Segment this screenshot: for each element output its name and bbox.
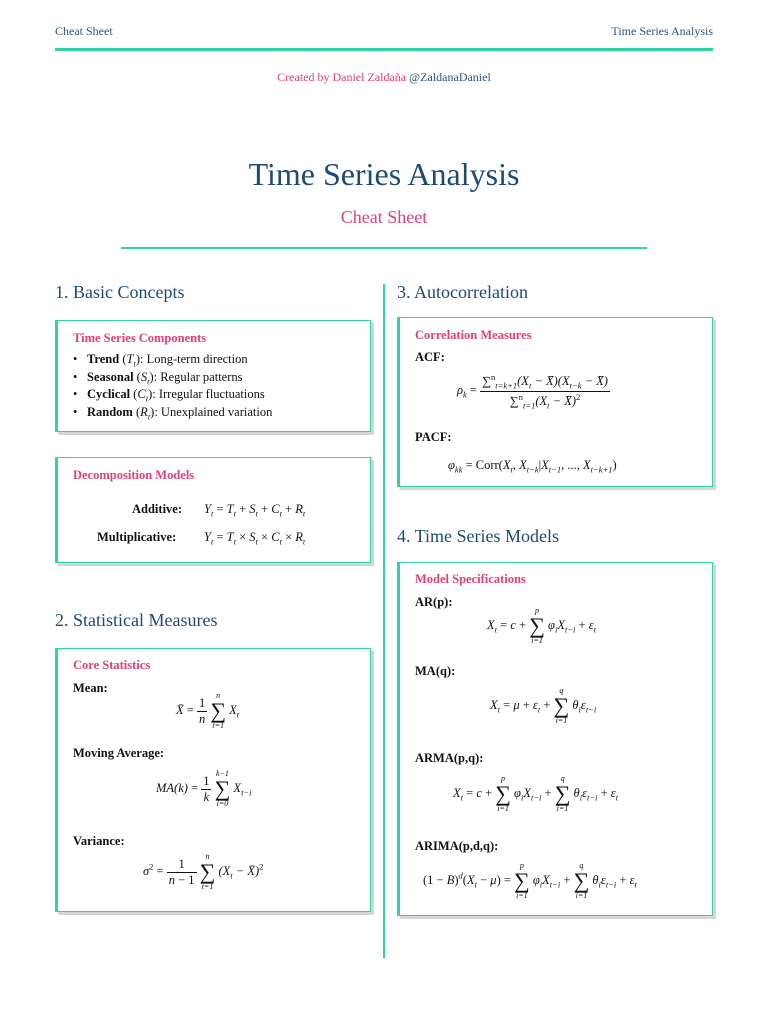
additive-label: Additive:: [132, 502, 182, 516]
correlation-title: Correlation Measures: [415, 328, 532, 342]
acf-label: ACF:: [415, 350, 445, 364]
mean-label: Mean:: [73, 681, 108, 695]
header-right: Time Series Analysis: [611, 24, 713, 38]
decomposition-box: [55, 457, 371, 563]
multiplicative-label: Multiplicative:: [97, 530, 177, 544]
list-item: • Cyclical $(C_t)$: Irregular fluctuations: [73, 387, 272, 405]
header-left: Cheat Sheet: [55, 24, 113, 38]
variance-label: Variance:: [73, 834, 125, 848]
title-rule: [121, 247, 647, 249]
credit-author: Created by Daniel Zaldaña: [277, 70, 407, 84]
model-specs-box: [397, 562, 713, 916]
components-list: [73, 352, 272, 422]
moving-average-equation: MA(k) = $\frac{1}{k}$ k−1 ∑ i=0 $X_{t-i}$: [156, 769, 252, 808]
acf-equation: $\rho_k$ = $\frac{\sum^n_{t=k+1}(X_t - X̄)(X_{t-k} - X̄)}{\sum^n_{t=1}(X_t - X̄)^2}$: [457, 372, 608, 411]
list-item: • Seasonal $(S_t)$: Regular patterns: [73, 370, 272, 388]
section-autocorrelation: 3. Autocorrelation: [397, 282, 528, 302]
components-box: [55, 320, 371, 432]
arima-label: ARIMA(p,d,q):: [415, 839, 499, 853]
variance-equation: $\sigma^2$ = $\frac{1}{n - 1}$ n ∑ t=1 ($X_t$ − X̄)$^2$: [143, 852, 264, 891]
section-time-series-models: 4. Time Series Models: [397, 526, 560, 546]
page-subtitle: Cheat Sheet: [340, 207, 428, 227]
correlation-box: [397, 317, 713, 487]
arma-equation: $X_t = c$ + p ∑ i=1 $\varphi_iX_{t-i}$ + q ∑ i=1 $\theta_i\varepsilon_{t-i} + \varepsilon_t$: [453, 774, 619, 813]
credit-line: [0, 70, 768, 85]
pacf-label: PACF:: [415, 430, 452, 444]
section-statistical-measures: 2. Statistical Measures: [55, 610, 218, 630]
additive-equation: $Y_t = T_t + S_t + C_t + R_t$: [204, 502, 306, 519]
ma-equation: $X_t = \mu + \varepsilon_t$ + q ∑ i=1 $\theta_i\varepsilon_{t-i}$: [490, 686, 597, 725]
model-specs-title: Model Specifications: [415, 572, 526, 586]
ma-label: MA(q):: [415, 664, 456, 678]
section-basic-concepts: 1. Basic Concepts: [55, 282, 185, 302]
credit-handle[interactable]: @ZaldanaDaniel: [409, 70, 491, 84]
list-item: • Trend $(T_t)$: Long-term direction: [73, 352, 272, 370]
moving-average-label: Moving Average:: [73, 746, 165, 760]
list-item: • Random $(R_t)$: Unexplained variation: [73, 405, 272, 423]
page-title: Time Series Analysis: [248, 156, 520, 192]
ar-label: AR(p):: [415, 595, 453, 609]
arima-equation: $(1 - B)^d(X_t - \mu)$ = p ∑ i=1 $\varphi_iX_{t-i}$ + q ∑ i=1 $\theta_i\varepsilon_{t-i} + \varepsilon_t$: [423, 861, 637, 900]
core-title: Core Statistics: [73, 658, 151, 672]
arma-label: ARMA(p,q):: [415, 751, 484, 765]
mean-equation: X̄ = $\frac{1}{n}$ n ∑ t=1 $X_t$: [176, 691, 240, 730]
column-divider: [383, 284, 385, 958]
multiplicative-equation: $Y_t = T_t \times S_t \times C_t \times R_t$: [204, 530, 306, 547]
header-rule: [55, 48, 713, 51]
core-statistics-box: [55, 648, 371, 912]
ar-equation: $X_t = c$ + p ∑ i=1 $\varphi_iX_{t-i} + \varepsilon_t$: [487, 606, 597, 645]
decomposition-title: Decomposition Models: [73, 468, 195, 482]
pacf-equation: $\varphi_{kk}$ = $Corr(X_t$, $X_{t-k}|X_{t-1}$, ..., $X_{t-k+1}$): [448, 458, 617, 475]
components-title: Time Series Components: [73, 331, 207, 345]
